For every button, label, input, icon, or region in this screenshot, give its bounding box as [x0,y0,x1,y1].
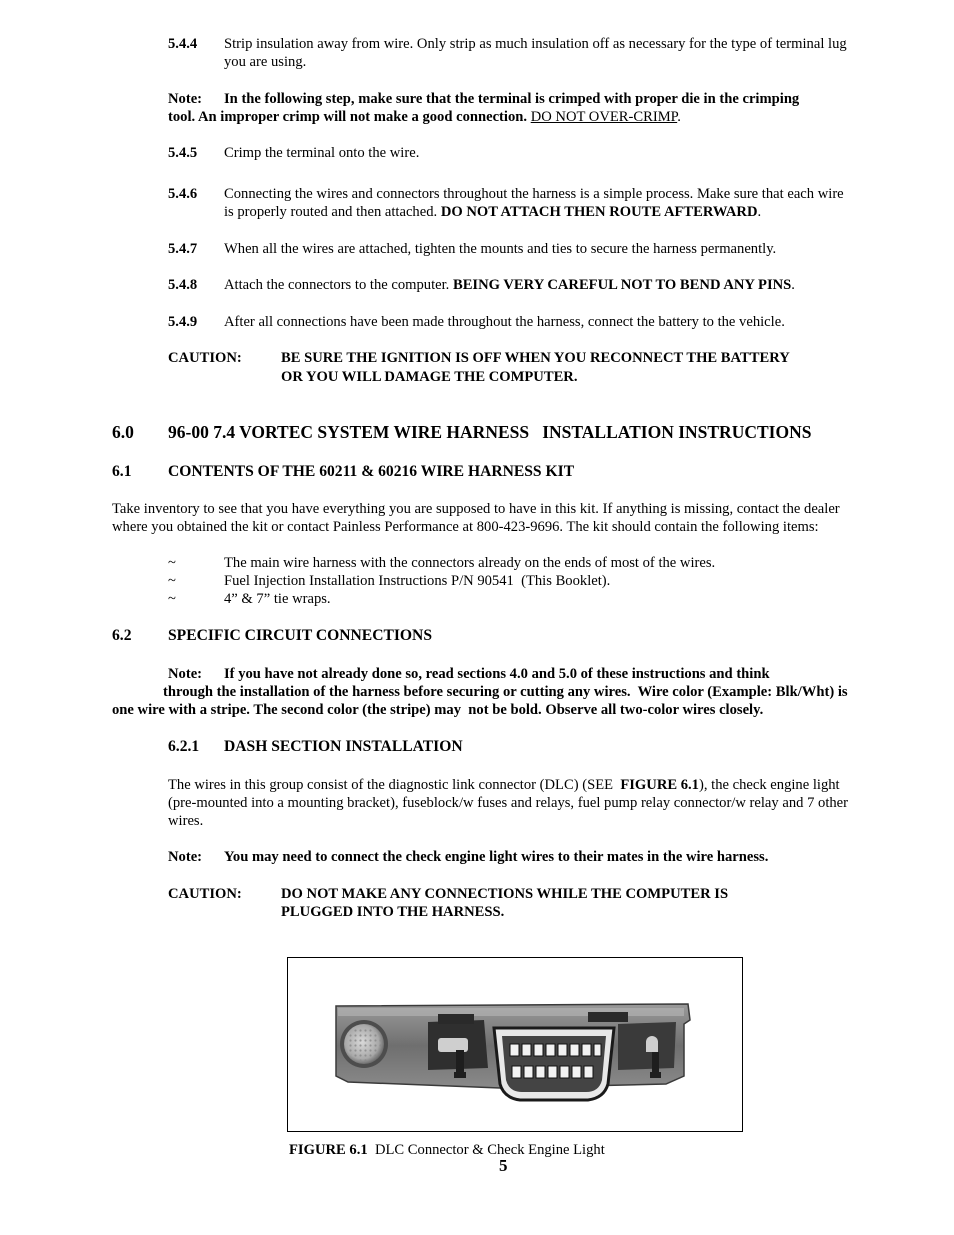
figure-frame [287,957,743,1132]
caution-text: BE SURE THE IGNITION IS OFF WHEN YOU RECONNECT THE BATTERY [281,350,790,366]
figure-reference: FIGURE 6.1 [620,777,699,793]
step-text-line2 [224,203,896,221]
step-number: 5.4.5 [168,145,198,161]
step-number: 5.4.6 [168,186,198,202]
caution-text: OR YOU WILL DAMAGE THE COMPUTER. [281,369,578,385]
note-underlined: DO NOT OVER-CRIMP [530,109,678,125]
step-text: you are using. [224,54,307,70]
step-period: . [757,204,762,220]
list-item: 4” & 7” tie wraps. [224,591,331,607]
paragraph-text: The wires in this group consist of the diagnostic link connector (DLC) (SEE [168,777,621,793]
step-emphasis: BEING VERY CAREFUL NOT TO BEND ANY PINS [452,277,792,293]
note-text: through the installation of the harness before securing or cutting any wires. Wire color (Example: Blk/Wht) is [163,684,848,700]
figure-label: FIGURE 6.1 [289,1142,368,1158]
step-number: 5.4.9 [168,314,198,330]
section-title: DASH SECTION INSTALLATION [224,738,463,755]
list-bullet: ~ [168,573,176,589]
paragraph-text: ), the check engine light [698,777,840,793]
caution-text: PLUGGED INTO THE HARNESS. [281,904,505,920]
note-text: If you have not already done so, read sections 4.0 and 5.0 of these instructions and think [224,666,770,682]
step-text: After all connections have been made throughout the harness, connect the battery to the vehicle. [224,314,785,330]
note-text: one wire with a stripe. The second color (the stripe) may not be bold. Observe all two-color wires closely. [112,702,764,718]
section-title: 96-00 7.4 VORTEC SYSTEM WIRE HARNESS INSTALLATION INSTRUCTIONS [168,422,812,442]
paragraph-line: wires. [168,813,204,829]
section-number: 6.0 [112,422,134,442]
section-number: 6.2 [112,627,132,644]
note-text-line2 [168,108,681,126]
note-label: Note: [168,666,203,682]
figure-caption-text: DLC Connector & Check Engine Light [367,1142,605,1158]
note-period: . [677,109,681,125]
step-text-line [224,276,896,294]
step-text: Attach the connectors to the computer. [224,277,453,293]
list-item: The main wire harness with the connectors already on the ends of most of the wires. [224,555,716,571]
step-text: Connecting the wires and connectors throughout the harness is a simple process. Make sure that each wire [224,186,844,202]
step-text: Crimp the terminal onto the wire. [224,145,420,161]
caution-label: CAUTION: [168,886,242,902]
paragraph-line: Take inventory to see that you have everything you are supposed to have in this kit. If anything is missing, contact the dealer [112,501,840,517]
figure-caption [289,1141,605,1159]
section-number: 6.1 [112,463,132,480]
note-text: In the following step, make sure that the terminal is crimped with proper die in the crimping [224,91,800,107]
note-text: You may need to connect the check engine light wires to their mates in the wire harness. [224,849,769,865]
step-number: 5.4.4 [168,36,198,52]
step-text: is properly routed and then attached. [224,204,441,220]
section-title: SPECIFIC CIRCUIT CONNECTIONS [168,627,432,644]
page-number: 5 [499,1156,508,1175]
list-item: Fuel Injection Installation Instructions P/N 90541 (This Booklet). [224,573,611,589]
section-title: CONTENTS OF THE 60211 & 60216 WIRE HARNESS KIT [168,463,575,480]
step-emphasis: DO NOT ATTACH THEN ROUTE AFTERWARD [440,204,758,220]
step-text: When all the wires are attached, tighten the mounts and ties to secure the harness permanently. [224,241,777,257]
section-number: 6.2.1 [168,738,200,755]
list-bullet: ~ [168,591,176,607]
paragraph-line [168,776,840,794]
step-text: Strip insulation away from wire. Only strip as much insulation off as necessary for the type of terminal lug [224,36,847,52]
step-period: . [791,277,795,293]
paragraph-line: where you obtained the kit or contact Painless Performance at 800-423-9696. The kit should contain the following items: [112,519,819,535]
step-number: 5.4.7 [168,241,198,257]
note-label: Note: [168,91,203,107]
paragraph-line: (pre-mounted into a mounting bracket), fuseblock/w fuses and relays, fuel pump relay connector/w relay and 7 other [168,795,849,811]
step-number: 5.4.8 [168,277,198,293]
list-bullet: ~ [168,555,176,571]
dlc-connector-photo [288,958,742,1131]
caution-label: CAUTION: [168,350,242,366]
note-label: Note: [168,849,203,865]
caution-text: DO NOT MAKE ANY CONNECTIONS WHILE THE COMPUTER IS [281,886,729,902]
note-text: tool. An improper crimp will not make a good connection. [168,109,531,125]
